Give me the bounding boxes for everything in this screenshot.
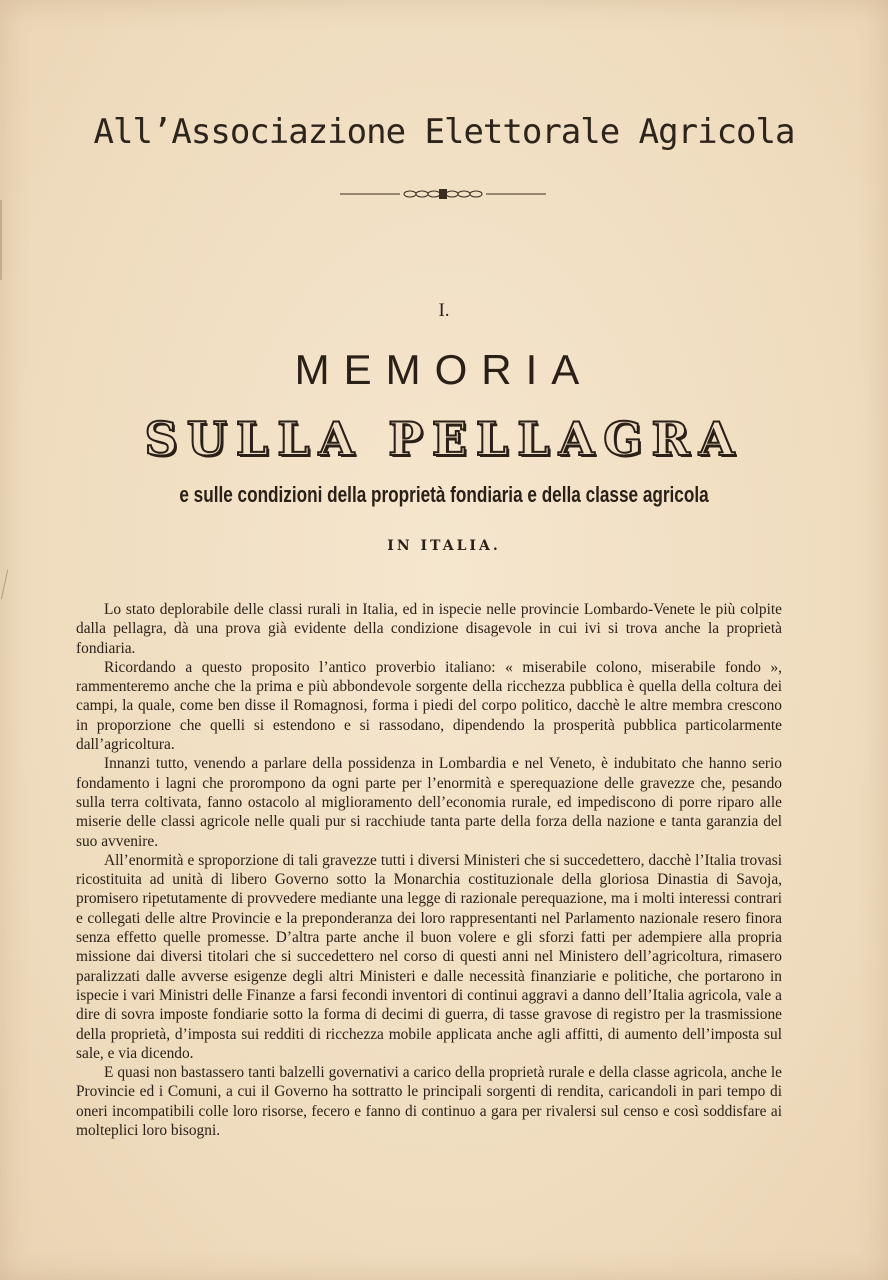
ornament-divider-icon — [340, 188, 546, 200]
title-sulla-pellagra: SULLA PELLAGRA — [144, 412, 744, 466]
paragraph-2: Ricordando a questo proposito l’antico proverbio italiano: « miserabile colono, miserabile fondo », rammenteremo anche che la prima e più abbondevole sorgente della ricchezza pubblica è quella della coltura dei campi, la quale, come ben disse il Romagnosi, forma i piedi del corpo politico, dacchè le altre membra crescono in proporzione che quelli si estendono e si rassodano, dipendendo la prosperità pubblica particolarmente dall’agricoltura. — [76, 658, 782, 754]
margin-mark — [1, 570, 14, 601]
paragraph-1: Lo stato deplorabile delle classi rurali in Italia, ed in ispecie nelle provincie Lombardo-Venete le più colpite dalla pellagra, dà una prova già evidente della condizione disagevole in cui ivi si trova anche la proprietà fondiaria. — [76, 601, 782, 657]
header-title: All’Associazione Elettorale Agricola — [93, 112, 795, 152]
subtitle: e sulle condizioni della proprietà fondiaria e della classe agricola — [179, 482, 709, 507]
section-numeral: I. — [438, 300, 450, 321]
paragraph-5: E quasi non bastassero tanti balzelli governativi a carico della proprietà rurale e della classe agricola, anche le Provincie ed i Comuni, a cui il Governo ha sottratto le principali sorgenti di rendita, caricandoli in pari tempo di oneri incompatibili colle loro risorse, fecero e fanno di continuo a gara per rivalersi sul censo e così soddisfare ai molteplici loro bisogni. — [76, 1064, 782, 1140]
edge-mark — [0, 200, 2, 280]
country-heading: IN ITALIA. — [387, 538, 501, 554]
paragraph-3: Innanzi tutto, venendo a parlare della possidenza in Lombardia e nel Veneto, è indubitato che hanno serio fondamento i lagni che prorompono da ogni parte per l’enormità e sperequazione delle gravezze che, pesando sulla terra coltivata, fanno ostacolo al miglioramento dell’economia rurale, ed impediscono di porre riparo alle miserie delle classi agricole nelle quali pur si racchiude tanta parte della forza della nazione e tanta garanzia del suo avvenire. — [76, 755, 782, 850]
body-text — [76, 600, 782, 1140]
title-memoria: MEMORIA — [294, 346, 594, 393]
paragraph-4: All’enormità e sproporzione di tali gravezze tutti i diversi Ministeri che si succedettero, dacchè l’Italia trovasi ricostituita ad unità di libero Governo sotto la Monarchia costituzionale della gloriosa Dinastia di Savoja, promisero ripetutamente di provvedere mediante una legge di razionale perequazione, ma i molti interessi contrari e collegati delle altre Provincie e la preponderanza dei loro rappresentanti nel Parlamento nazionale resero finora senza effetto quelle promesse. D’altra parte anche il buon volere e gli sforzi fatti per adempiere alla propria missione dai diversi titolari che si succedettero nel corso di questi anni nel Ministero dell’agricoltura, rimasero paralizzati dalle avverse esigenze degli altri Ministeri e dalle necessità finanziarie e politiche, che portarono in ispecie i vari Ministri delle Finanze a farsi fecondi inventori di continui aggravi a danno dell’Italia agricola, vale a dire di sovra imposte fondiarie sotto la forma di decimi di guerra, di tasse gravose di registro per la trasmissione della proprietà, d’imposta sui redditi di ricchezza mobile applicata anche agli affitti, di aumento dell’imposta sul sale, e via dicendo. — [76, 851, 782, 1062]
